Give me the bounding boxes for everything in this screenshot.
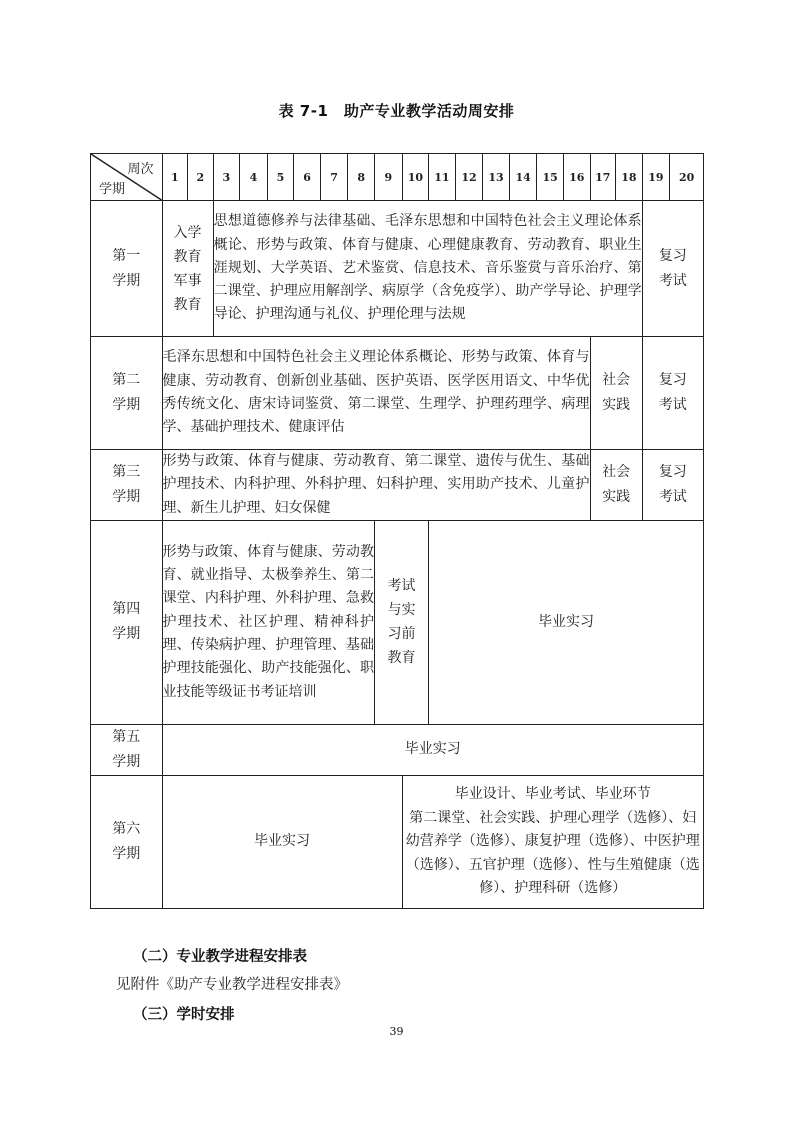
semester-label-line: 学期 (112, 753, 141, 770)
week-header: 2 (188, 154, 214, 201)
semester-label-line: 学期 (112, 626, 141, 643)
semester-1-label (91, 201, 163, 337)
pre-internship-line: 教育 (387, 650, 416, 667)
week-header: 20 (670, 154, 704, 201)
table-title: 表 7-1 助产专业教学活动周安排 (278, 102, 515, 120)
semester-4-internship: 毕业实习 (429, 520, 704, 724)
week-header: 16 (563, 154, 590, 201)
corner-semester-label: 学期 (99, 182, 126, 197)
semester-2-label (91, 337, 163, 450)
week-header: 10 (402, 154, 429, 201)
week-header: 3 (213, 154, 240, 201)
semester-1-courses: 思想道德修养与法律基础、毛泽东思想和中国特色社会主义理论体系概论、形势与政策、体育与健康、心理健康教育、劳动教育、职业生涯规划、大学英语、艺术鉴赏、信息技术、音乐鉴赏与音乐治疗、第二课堂、护理应用解剖学、病原学（含免疫学）、助产学导论、护理学导论、护理沟通与礼仪、护理伦理与法规 (213, 201, 642, 337)
semester-1-orientation-cell (162, 201, 213, 337)
semester-6-activities-head: 毕业设计、毕业考试、毕业环节 (454, 786, 651, 803)
week-header: 19 (642, 154, 670, 201)
week-header: 15 (537, 154, 564, 201)
header-row (91, 154, 704, 201)
semester-3-label (91, 450, 163, 521)
week-header: 9 (374, 154, 402, 201)
semester-4-row (91, 520, 704, 724)
week-header: 11 (429, 154, 456, 201)
semester-label-line: 第二 (112, 372, 141, 388)
pre-internship-line: 考试 (387, 578, 416, 595)
semester-3-courses: 形势与政策、体育与健康、劳动教育、第二课堂、遗传与优生、基础护理技术、内科护理、外科护理、妇科护理、实用助产技术、儿童护理、新生儿护理、妇女保健 (162, 450, 590, 521)
semester-label-line: 第五 (112, 728, 141, 745)
section-2-text: 见附件《助产专业教学进程安排表》 (116, 977, 348, 993)
exam-line: 复习 (658, 463, 687, 480)
semester-4-label (91, 520, 163, 724)
semester-label-line: 第四 (112, 601, 141, 618)
semester-2-exam-cell (642, 337, 703, 450)
section-3-heading: （三）学时安排 (133, 1007, 235, 1023)
exam-line: 复习 (658, 247, 687, 264)
week-header: 17 (590, 154, 616, 201)
orientation-line: 教育 (173, 296, 202, 313)
semester-label-line: 学期 (112, 397, 141, 413)
week-header: 18 (616, 154, 643, 201)
week-header: 7 (320, 154, 348, 201)
week-header: 4 (240, 154, 268, 201)
semester-label-line: 学期 (112, 272, 141, 289)
semester-4-courses: 形势与政策、体育与健康、劳动教育、就业指导、太极拳养生、第二课堂、内科护理、外科护理、急救护理技术、社区护理、精神科护理、传染病护理、护理管理、基础护理技能强化、助产技能强化、职业技能等级证书考证培训 (162, 520, 374, 724)
semester-5-row (91, 724, 704, 775)
weekly-schedule-table (90, 153, 704, 909)
semester-3-exam-cell (642, 450, 703, 521)
semester-1-row (91, 201, 704, 337)
week-header: 5 (267, 154, 294, 201)
semester-6-activities: 第二课堂、社会实践、护理心理学（选修）、妇幼营养学（选修）、康复护理（选修）、中医护理（选修）、五官护理（选修）、性与生殖健康（选修）、护理科研（选修） (405, 809, 700, 897)
semester-3-practice-cell (590, 450, 642, 521)
corner-header-cell (91, 154, 163, 201)
practice-line: 社会 (602, 372, 631, 388)
orientation-line: 入学 (173, 224, 202, 241)
semester-label-line: 第六 (112, 820, 141, 837)
corner-week-label: 周次 (127, 162, 154, 177)
pre-internship-line: 习前 (387, 626, 416, 643)
semester-label-line: 学期 (112, 488, 141, 505)
semester-label-line: 第一 (112, 247, 141, 264)
practice-line: 实践 (602, 488, 631, 505)
page-number: 39 (389, 1025, 404, 1038)
semester-2-row (91, 337, 704, 450)
week-header: 6 (294, 154, 321, 201)
semester-4-pre-internship-cell (374, 520, 428, 724)
week-header: 1 (162, 154, 188, 201)
semester-5-internship: 毕业实习 (162, 724, 703, 775)
semester-2-courses: 毛泽东思想和中国特色社会主义理论体系概论、形势与政策、体育与健康、劳动教育、创新创业基础、医护英语、医学医用语文、中华优秀传统文化、唐宋诗词鉴赏、第二课堂、生理学、护理药理学、病理学、基础护理技术、健康评估 (162, 337, 590, 450)
semester-label-line: 学期 (112, 845, 141, 862)
orientation-line: 军事 (173, 272, 202, 289)
exam-line: 考试 (658, 397, 687, 413)
practice-line: 实践 (602, 397, 631, 413)
practice-line: 社会 (602, 463, 631, 480)
semester-6-label (91, 775, 163, 908)
semester-6-row (91, 775, 704, 908)
semester-1-exam-cell (642, 201, 703, 337)
week-header: 12 (455, 154, 483, 201)
week-header: 14 (509, 154, 537, 201)
week-header: 8 (348, 154, 375, 201)
exam-line: 考试 (658, 272, 687, 289)
semester-5-label (91, 724, 163, 775)
pre-internship-line: 与实 (387, 602, 416, 619)
exam-line: 复习 (658, 372, 687, 388)
exam-line: 考试 (658, 488, 687, 505)
orientation-line: 教育 (173, 248, 202, 265)
section-2-heading: （二）专业教学进程安排表 (133, 949, 307, 965)
semester-6-internship: 毕业实习 (162, 775, 402, 908)
semester-6-activities-cell (402, 775, 703, 908)
semester-label-line: 第三 (112, 463, 141, 480)
semester-2-practice-cell (590, 337, 642, 450)
week-header: 13 (483, 154, 510, 201)
semester-3-row (91, 450, 704, 521)
